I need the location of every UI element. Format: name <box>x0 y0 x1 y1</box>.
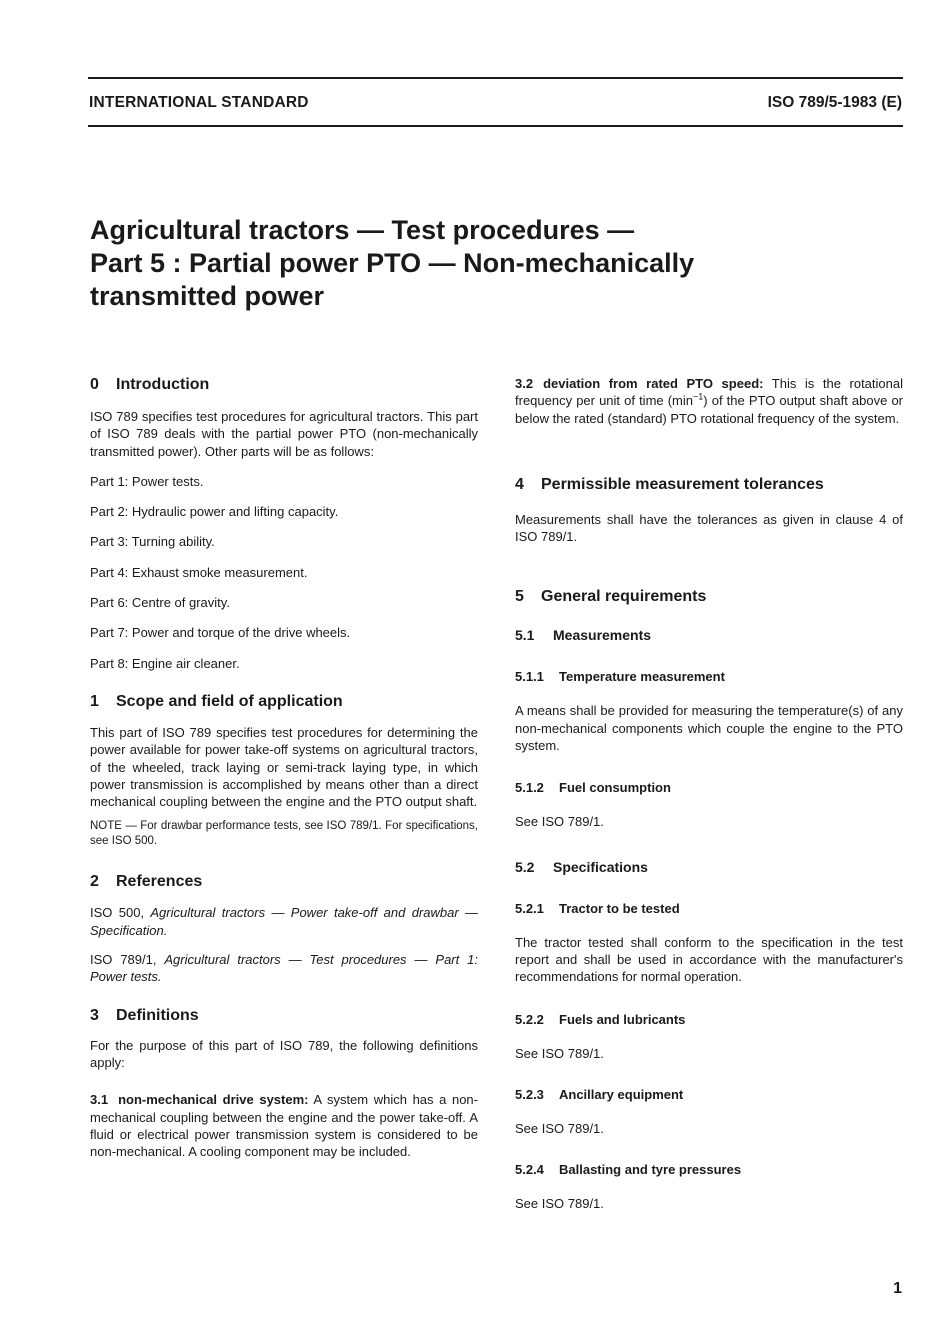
section-number: 1 <box>90 692 99 710</box>
section-number: 5.2.1 <box>515 900 544 916</box>
tolerances-text: Measurements shall have the tolerances as given in clause 4 of ISO 789/1. <box>515 511 903 545</box>
definition-text: A system which has a non-mechanical coupling between the engine and the power take-off. A fluid or electrical power transmission system is considered to be non-mechanical. A cooling component may be included. <box>90 1092 478 1160</box>
title-line-1: Agricultural tractors — Test procedures — <box>90 215 635 245</box>
title-line-2: Part 5 : Partial power PTO — Non-mechanically <box>90 248 695 278</box>
section-1-heading <box>90 692 478 712</box>
scope-text: This part of ISO 789 specifies test procedures for determining the power available for power take-off systems on agricultural tractors, of the wheeled, track laying or semi-track laying type, in which power transmission is accomplished by means other than a direct mechanical coupling between the engine and the PTO output shaft. <box>90 724 478 810</box>
section-5-2-heading <box>515 858 903 876</box>
section-5-1-1-text: A means shall be provided for measuring the temperature(s) of any non-mechanical components which couple the engine to the PTO system. <box>515 703 903 754</box>
section-title: Temperature measurement <box>559 669 725 685</box>
part-list-item: Part 4: Exhaust smoke measurement. <box>90 564 308 580</box>
definition-number: 3.1 <box>90 1092 109 1108</box>
standard-number: ISO 789/5-1983 (E) <box>767 94 902 111</box>
section-number: 5 <box>515 588 524 606</box>
section-5-2-2-text: See ISO 789/1. <box>515 1045 604 1061</box>
section-5-2-4-heading <box>515 1161 903 1178</box>
reference-item <box>90 904 478 939</box>
section-title: Tractor to be tested <box>559 900 680 916</box>
section-title: Measurements <box>553 627 652 644</box>
section-title: General requirements <box>541 588 707 606</box>
document-title <box>90 214 890 313</box>
section-5-2-1-heading <box>515 900 903 917</box>
section-5-2-4-text: See ISO 789/1. <box>515 1196 604 1212</box>
header-top-rule <box>88 77 903 79</box>
definition-text: This is the rotational frequency per unit of time (min <box>515 376 903 409</box>
section-number: 0 <box>90 376 99 393</box>
intro-text: ISO 789 specifies test procedures for agricultural tractors. This part of ISO 789 deals with the partial power PTO (non-mechanically transmitted power). Other parts will be as follows: <box>90 409 478 459</box>
section-5-2-3-heading <box>515 1086 903 1103</box>
section-4-heading <box>515 475 903 495</box>
reference-item <box>90 951 478 986</box>
section-5-1-2-text: See ISO 789/1. <box>515 814 604 830</box>
reference-title: Agricultural tractors — Power take-off and drawbar — Specification. <box>90 905 479 938</box>
section-number: 5.2.3 <box>515 1086 544 1102</box>
section-number: 3 <box>90 1006 99 1024</box>
right-column <box>515 372 903 1212</box>
definitions-intro: For the purpose of this part of ISO 789, the following definitions apply: <box>90 1037 478 1070</box>
section-title: Ancillary equipment <box>559 1086 684 1102</box>
section-title: Permissible measurement tolerances <box>541 475 824 493</box>
reference-title: Agricultural tractors — Test procedures — Part 1: Power tests. <box>90 952 479 985</box>
part-list-item: Part 6: Centre of gravity. <box>90 595 230 611</box>
definition-text: ) of the PTO output shaft above or below the rated (standard) PTO rotational frequency of the system. <box>515 393 904 426</box>
section-number: 5.1 <box>515 627 535 644</box>
section-5-2-1-text: The tractor tested shall conform to the specification in the test report and shall be used in accordance with the manufacturer's recommendations for normal operation. <box>515 934 903 985</box>
section-number: 5.1.1 <box>515 669 544 685</box>
definition-3-2 <box>515 375 903 427</box>
superscript: −1 <box>693 391 704 402</box>
document-type: INTERNATIONAL STANDARD <box>89 94 309 111</box>
section-5-heading <box>515 587 903 607</box>
section-number: 5.1.2 <box>515 780 544 796</box>
section-title: References <box>116 873 203 891</box>
section-title: Fuel consumption <box>559 780 671 796</box>
section-number: 4 <box>515 475 524 493</box>
part-list-item: Part 2: Hydraulic power and lifting capacity. <box>90 504 339 520</box>
section-5-1-2-heading <box>515 779 903 796</box>
section-title: Fuels and lubricants <box>559 1011 686 1027</box>
section-number: 5.2.2 <box>515 1011 544 1027</box>
definition-number: 3.2 <box>515 376 534 391</box>
section-number: 5.2.4 <box>515 1162 544 1178</box>
reference-code: ISO 500, <box>90 905 151 921</box>
section-title: Scope and field of application <box>116 692 343 710</box>
part-list-item: Part 3: Turning ability. <box>90 534 215 550</box>
section-title: Introduction <box>116 376 210 393</box>
section-5-2-2-heading <box>515 1011 903 1028</box>
reference-code: ISO 789/1, <box>90 952 165 968</box>
section-number: 5.2 <box>515 858 535 875</box>
section-5-2-3-text: See ISO 789/1. <box>515 1120 604 1136</box>
section-3-heading <box>90 1006 478 1026</box>
left-column <box>90 372 478 1160</box>
title-line-3: transmitted power <box>90 281 325 311</box>
part-list-item: Part 8: Engine air cleaner. <box>90 655 240 671</box>
part-list-item: Part 7: Power and torque of the drive wheels. <box>90 625 351 641</box>
section-title: Definitions <box>116 1006 199 1024</box>
section-5-1-heading <box>515 626 903 644</box>
section-0-heading <box>90 375 478 395</box>
definition-term: deviation from rated PTO speed: <box>543 376 764 391</box>
section-5-1-1-heading <box>515 668 903 685</box>
definition-term: non-mechanical drive system: <box>118 1092 309 1108</box>
section-title: Ballasting and tyre pressures <box>559 1162 742 1178</box>
section-2-heading <box>90 872 478 892</box>
definition-3-1 <box>90 1091 478 1160</box>
header-bottom-rule <box>88 125 903 127</box>
section-title: Specifications <box>553 858 648 875</box>
scope-note: NOTE — For drawbar performance tests, see ISO 789/1. For specifications, see ISO 500. <box>90 820 478 848</box>
part-list-item: Part 1: Power tests. <box>90 473 204 489</box>
page-number: 1 <box>893 1280 902 1297</box>
section-number: 2 <box>90 873 99 891</box>
